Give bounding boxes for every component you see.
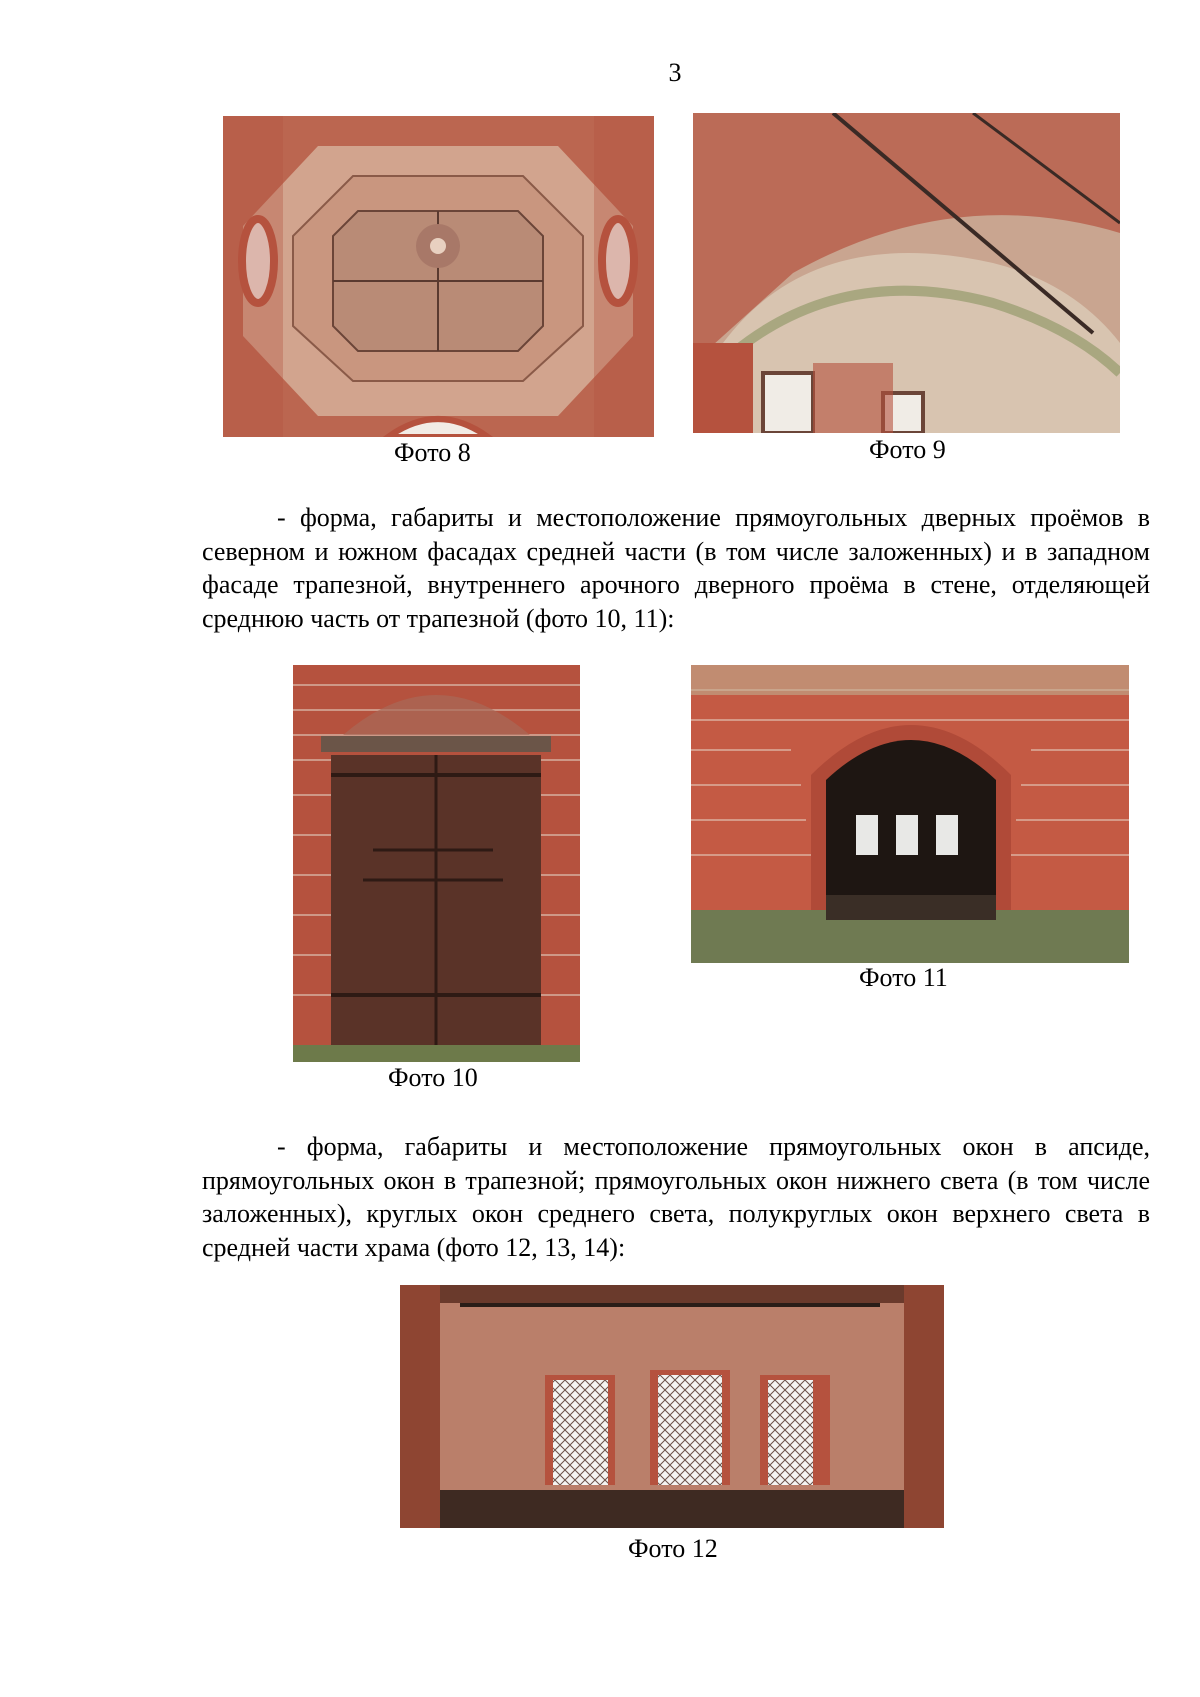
photo-8-image [223, 116, 654, 437]
photo-8-caption: Фото 8 [394, 438, 471, 467]
photo-12-image [400, 1285, 944, 1528]
photo-9-caption: Фото 9 [869, 435, 946, 464]
page-number: 3 [668, 58, 682, 87]
photo-10-image [293, 665, 580, 1062]
photo-10-caption: Фото 10 [388, 1063, 478, 1092]
paragraph-windows: - форма, габариты и местоположение прямоугольных окон в апсиде, прямоугольных окон в трапезной; прямоугольных окон нижнего света (в том числе заложенных), круглых окон среднего света, полукруглых окон верхнего света в средней части храма (фото 12, 13, 14): [202, 1132, 1150, 1262]
photo-12-caption: Фото 12 [628, 1534, 718, 1563]
paragraph-doors: - форма, габариты и местоположение прямоугольных дверных проёмов в северном и южном фасадах средней части (в том числе заложенных) и в западном фасаде трапезной, внутреннего арочного дверного проёма в стене, отделяющей среднюю часть от трапезной (фото 10, 11): [202, 503, 1150, 633]
photo-11-image [691, 665, 1129, 963]
photo-9-image [693, 113, 1120, 433]
photo-11-caption: Фото 11 [859, 963, 948, 992]
